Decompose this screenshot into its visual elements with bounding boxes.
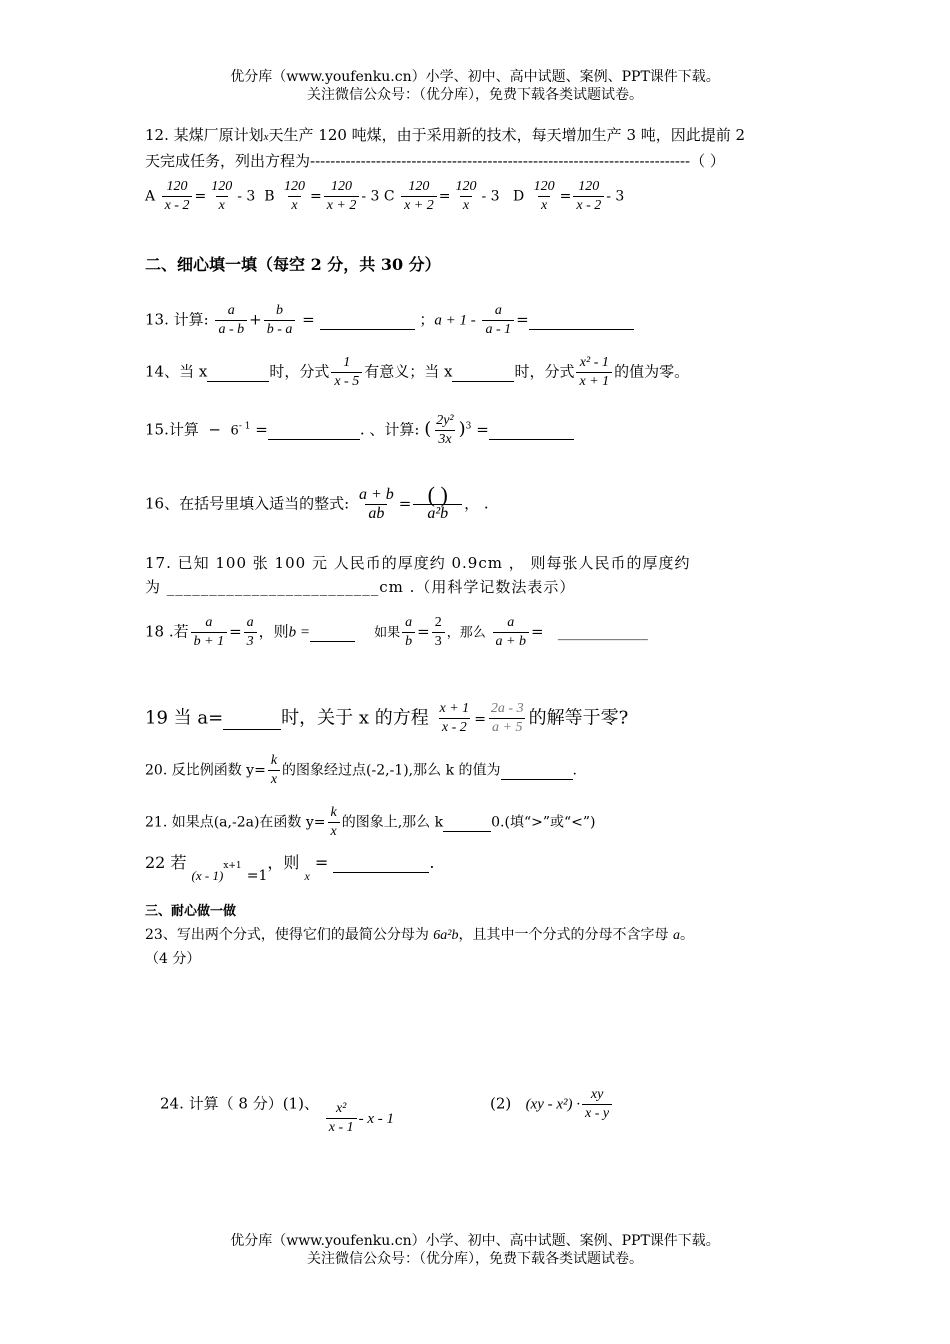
q19-frac2: $\frac{2a - 3}{a + 5}$ [490,701,524,735]
q16-frac2: $\frac{( )}{\text{a²b}}$ [413,486,462,523]
q18-frac1: $\frac{a}{b + 1}$ [191,614,227,651]
header-line-1: 优分库（www.youfenku.cn）小学、初中、高中试题、案例、PPT课件下载。 [230,69,720,85]
q12-options [145,178,624,215]
q12-option-a-label: A [145,188,156,205]
eq: = [309,188,322,205]
eq: = [474,711,486,728]
q21-frac: $\frac{k}{x}$ [328,804,340,841]
q18-bvar: b = [288,624,311,641]
eq: = [229,622,242,641]
q24-text-a: 24. 计算（ 8 分）(1)、 [160,1094,319,1113]
lparen: ( [424,418,432,440]
page-footer [0,1232,950,1268]
q14-text-d: 时，分式 [514,362,575,381]
q23-points: （4 分） [145,951,201,967]
minus: − [208,420,221,439]
page-header [0,68,950,104]
q23-var: a [672,928,680,943]
q13-mid: a + 1 - [434,312,476,329]
q15-blank-1[interactable] [268,421,360,440]
q21-text-b: 的图象上,那么 k [341,814,444,831]
question-18 [145,614,648,651]
question-13 [145,302,634,339]
eq: = [302,310,315,329]
plus: + [249,310,262,329]
q17-line-1: 17. 已知 100 张 100 元 人民币的厚度约 0.9cm ， 则每张人民币的厚度约 [145,554,691,572]
eq: = [194,188,207,205]
section-3-heading: 三、耐心做一做 [145,904,237,919]
q18-frac3: $\frac{a}{b}$ [402,614,415,651]
question-19 [145,700,628,737]
q24-lhs: (xy - x²) · [525,1096,581,1113]
q20-frac: $\frac{k}{x}$ [268,752,280,789]
q24-text-b: (2) [490,1094,512,1113]
q14-blank-1[interactable] [207,363,269,382]
q18-frac2: $\frac{a}{3}$ [244,614,257,651]
q19-text-b: 时，关于 x 的方程 [281,707,429,729]
eq: = [398,494,412,513]
eq: = [255,420,268,439]
q18-frac4: $\frac{2}{3}$ [432,614,445,651]
q13-blank-1[interactable] [320,311,415,330]
q19-text-c: 的解等于零? [528,707,629,729]
q14-text-e: 的值为零。 [614,362,690,381]
q23-text-b: ，且其中一个分式的分母不含字母 [458,927,669,943]
q16-paren-blank[interactable]: ( ) [427,482,448,507]
q12-option-c-label: C [383,188,395,205]
minus3: - 3 [237,188,256,205]
q14-text-b: 时，分式 [269,362,330,381]
q18-frac5: $\frac{a}{a + b}$ [493,614,529,651]
q20-text-c: . [572,762,577,779]
eq: = [516,310,529,329]
semi: ； [419,310,435,329]
q20-blank[interactable] [501,763,573,780]
eq: = [314,853,329,872]
q22-exp: x+1 [223,860,242,871]
q17-line-2: 为 _________________________cm .（用科学记数法表示） [145,578,576,596]
q21-text-c: 0.(填“>”或“<”) [491,814,596,831]
q18-blank-2[interactable]: ____________ [557,622,648,641]
q12-text-a: 12. 某煤厂原计划 [145,126,264,144]
question-24 [160,1086,395,1135]
q12-c-frac1: $\frac{120}{x + 2}$ [401,178,437,215]
q12-d-frac1: $\frac{120}{x}$ [533,179,555,213]
q20-text-b: 的图象经过点(-2,-1),那么 k 的值为 [282,762,501,779]
q22-base: (x - 1) [191,868,224,883]
q18-text-d: ，那么 [446,625,486,641]
q15-exp: - 1 [238,421,251,432]
eq: = [476,420,489,439]
q14-text-c: 有意义；当 x [364,362,453,381]
header-line-2: 关注微信公众号：（优分库），免费下载各类试题试卷。 [307,87,643,103]
eq: = [559,188,572,205]
q22-var: x [304,869,310,883]
q19-blank[interactable] [223,708,281,730]
minus3: - 3 [606,188,625,205]
q12-b-frac1: $\frac{120}{x}$ [283,179,305,213]
q14-frac1: $\frac{1}{x - 5}$ [331,354,362,391]
eq: = [438,188,451,205]
q21-text-a: 21. 如果点(a,-2a)在函数 y= [145,814,326,831]
question-24-part2 [490,1086,614,1123]
q13-blank-2[interactable] [529,311,634,330]
q15-blank-2[interactable] [489,421,574,440]
q12-text-b: 天生产 120 吨煤，由于采用新的技术，每天增加生产 3 吨，因此提前 2 [268,126,746,144]
q16-end: ， . [464,494,489,513]
rparen: ) [458,418,466,440]
question-12 [145,124,745,145]
q22-eq: =1 [246,868,268,884]
q18-text-c: 如果 [374,625,401,641]
q15-text-a: 15.计算 [145,420,199,439]
q22-end: . [429,853,435,872]
q20-text-a: 20. 反比例函数 y= [145,762,266,779]
q14-frac2: $\frac{\text{x² - 1}}{x + 1}$ [576,354,612,391]
q24-frac2: $\frac{xy}{x - y}$ [582,1086,612,1123]
q16-text-a: 16、在括号里填入适当的整式: [145,494,350,513]
q13-frac3: $\frac{a}{a - 1}$ [482,302,514,339]
q16-frac1: $\frac{a + b}{ab}$ [358,486,394,522]
minus3: - 3 [481,188,500,205]
q12-option-d-label: D [512,188,525,205]
q23-text-a: 23、写出两个分式，使得它们的最简公分母为 [145,927,429,943]
q14-blank-2[interactable] [452,363,514,382]
q15-pow: 3 [465,421,472,432]
q18-text-b: ，则 [258,622,289,641]
eq: = [530,622,544,641]
q19-text-a: 19 当 a= [145,707,224,729]
q13-label: 13. 计算: [145,310,209,329]
q13-frac2: $\frac{b}{b - a}$ [264,302,296,339]
footer-line-2: 关注微信公众号：（优分库），免费下载各类试题试卷。 [307,1251,643,1267]
q21-blank[interactable] [443,815,491,832]
q12-line-2: 天完成任务，列出方程为---------------------------------------------------------------------------（ ） [145,152,725,170]
q22-text-b: ，则 [267,853,300,872]
q22-blank[interactable] [333,853,429,873]
question-23 [145,924,694,944]
q12-a-frac1: $\frac{120}{x - 2}$ [162,178,193,215]
q24-tail: - x - 1 [358,1110,395,1127]
footer-line-1: 优分库（www.youfenku.cn）小学、初中、高中试题、案例、PPT课件下载。 [230,1233,720,1249]
question-14 [145,354,689,391]
q24-frac1: $\frac{\text{x²}}{x - 1}$ [326,1100,357,1137]
question-20 [145,752,577,789]
q19-frac1: $\frac{x + 1}{x - 2}$ [439,701,470,735]
q15-text-b: . 、计算: [359,420,420,439]
question-16 [145,482,489,523]
question-21 [145,804,596,841]
q23-expr: 6a²b [433,928,459,943]
q12-b-frac2: $\frac{120}{x + 2}$ [324,178,360,215]
q15-frac: $\frac{\text{2y²}}{3x}$ [436,413,454,447]
q12-option-b-label: B [264,188,275,205]
q12-d-frac2: $\frac{120}{x - 2}$ [573,178,604,215]
minus3: - 3 [361,188,380,205]
q12-c-frac2: $\frac{120}{x}$ [455,179,477,213]
q18-text-a: 18 .若 [145,622,189,641]
q12-var-x: x [263,131,269,143]
question-15 [145,412,574,449]
question-22 [145,850,435,884]
q15-base: 6 [230,423,239,439]
q23-text-c: 。 [679,927,694,943]
q18-blank-1[interactable] [310,623,355,642]
q14-text-a: 14、当 x [145,362,208,381]
q22-text-a: 22 若 [145,853,187,872]
q12-a-frac2: $\frac{120}{x}$ [211,179,233,213]
q13-frac1: $\frac{a}{a - b}$ [215,302,247,339]
section-2-heading: 二、细心填一填（每空 2 分，共 30 分） [145,255,441,274]
eq: = [417,622,430,641]
